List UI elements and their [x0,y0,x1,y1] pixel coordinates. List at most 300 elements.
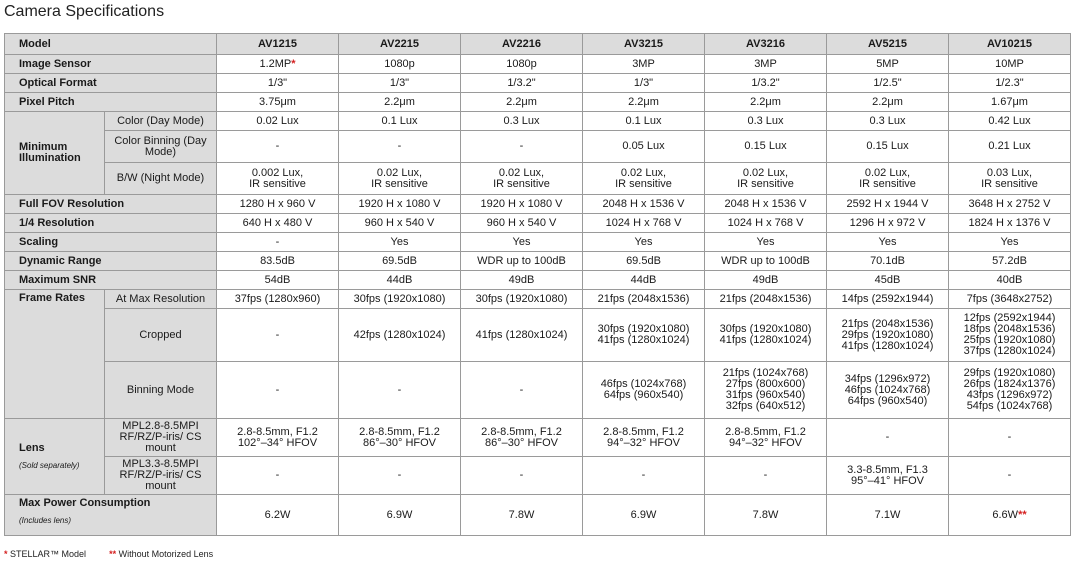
color_binning-cell [583,131,705,163]
cropped-line: 42fps (1280x1024) [353,328,446,341]
at_max_res-value: 14fps (2592x1944) [841,292,934,305]
image_sensor-cell [339,55,461,74]
scaling-value: Yes [390,235,409,248]
color_day-cell [461,112,583,131]
binning_mode-cell [949,362,1071,419]
scaling-row [5,233,1071,252]
scaling-value: - [275,235,280,248]
optical_format-value: 1/2.5" [873,76,902,89]
optical_format-cell [949,74,1071,93]
bw-night-row [5,163,1071,195]
quarter_res-label-cell [5,214,217,233]
lens2-cell [339,457,461,495]
lens2-cell [217,457,339,495]
color_binning-value: 0.15 Lux [744,140,787,152]
binning_mode-line: 64fps (960x540) [847,394,928,407]
lens2-line: 3.3-8.5mm, F1.3 [847,463,928,476]
max_power-cell [461,495,583,536]
color_binning-cell [705,131,827,163]
image_sensor-value: 10MP [995,57,1024,70]
cropped-line: 37fps (1280x1024) [963,345,1056,357]
full_fov-value: 1920 H x 1080 V [480,197,563,210]
max_snr-value: 44dB [630,273,657,286]
lens2-cell [705,457,827,495]
color_day-cell [705,112,827,131]
bw_night-cell [461,163,583,195]
quarter_res-cell [827,214,949,233]
color_day-cell [583,112,705,131]
full_fov-value: 2592 H x 1944 V [846,197,929,210]
max_power-value: 6.2W [264,508,291,521]
lens1-line: 2.8-8.5mm, F1.2 [359,425,440,438]
max_power-cell [583,495,705,536]
cropped-line: 25fps (1920x1080) [963,334,1056,346]
scaling-cell [217,233,339,252]
lens1-line: 2.8-8.5mm, F1.2 [603,425,684,438]
bw_night-line: IR sensitive [859,177,916,190]
binning-mode-label: Binning Mode [126,383,195,396]
lens1-line: 94°–32° HFOV [607,436,680,449]
lens-label: Lens [19,441,45,454]
full_fov-value: 2048 H x 1536 V [602,197,685,210]
at_max_res-value: 30fps (1920x1080) [353,292,446,305]
binning-mode-row [5,362,1071,419]
scaling-value: Yes [512,235,531,248]
max_snr-cell [583,271,705,290]
max_snr-cell [705,271,827,290]
model-label: Model [19,37,51,50]
model-name: AV2216 [502,37,541,50]
lens2-cell [461,457,583,495]
scaling-value: Yes [756,235,775,248]
lens1-label-cell [105,419,217,457]
optical_format-label-cell [5,74,217,93]
pixel_pitch-value: 2.2μm [628,95,659,108]
at_max_res-value: 7fps (3648x2752) [966,292,1053,305]
dynamic_range-cell [461,252,583,271]
bw_night-line: 0.02 Lux, [620,166,667,179]
color_day-cell [949,112,1071,131]
model-column-header [949,34,1071,55]
color_binning-cell [461,131,583,163]
max_snr-value: 54dB [264,273,291,286]
max_power-value: 6.6W [992,508,1019,521]
image_sensor-cell [949,55,1071,74]
bw_night-line: 0.02 Lux, [376,166,423,179]
max-power-note: (Includes lens) [19,516,72,525]
color_binning-cell [827,131,949,163]
optical_format-cell [827,74,949,93]
bw_night-line: 0.002 Lux, [251,166,304,179]
max_snr-cell [827,271,949,290]
max_snr-value: 44dB [386,273,413,286]
lens2-cell [827,457,949,495]
full_fov-cell [461,195,583,214]
lens1-line: 2.8-8.5mm, F1.2 [481,425,562,438]
pixel_pitch-row [5,93,1071,112]
lens2-line: - [519,469,524,481]
dynamic_range-row [5,252,1071,271]
lens2-line: - [763,469,768,481]
max-power-label: Max Power Consumption [19,497,151,509]
lens1-cell [583,419,705,457]
cropped-line: 30fps (1920x1080) [719,323,812,335]
bw_night-cell [217,163,339,195]
quarter_res-cell [339,214,461,233]
dynamic_range-cell [949,252,1071,271]
max_power-value: 7.1W [874,508,901,521]
pixel_pitch-value: 1.67μm [991,95,1028,108]
optical_format-value: 1/3" [267,76,288,89]
bw-night-label: B/W (Night Mode) [116,172,205,184]
binning_mode-cell [827,362,949,419]
binning_mode-line: 31fps (960x540) [725,389,806,401]
lens2-line: - [1007,469,1012,481]
image_sensor-value: 5MP [876,57,899,70]
bw-night-label-cell [105,163,217,195]
footnotes [4,549,213,559]
optical_format-value: 1/3" [633,76,654,89]
cropped-line: 41fps (1280x1024) [719,334,812,346]
footnote-star-text: STELLAR™ Model [10,549,87,559]
optical_format-value: 1/3.2" [751,76,780,89]
color_day-value: 0.02 Lux [256,114,299,127]
color_day-value: 0.3 Lux [747,114,784,127]
quarter_res-value: 1024 H x 768 V [727,216,804,229]
model-column-header [339,34,461,55]
cropped-line: 41fps (1280x1024) [475,328,568,341]
spec-table [4,33,1071,536]
quarter_res-value: 960 H x 540 V [364,216,435,229]
binning_mode-line: 54fps (1024x768) [966,400,1053,412]
model-name: AV5215 [868,37,907,50]
at-max-res-row [5,290,1071,309]
color_day-cell [339,112,461,131]
max_snr-label: Maximum SNR [19,273,97,286]
lens1-cell [827,419,949,457]
model-name: AV3216 [746,37,785,50]
cropped-line: 30fps (1920x1080) [597,323,690,335]
dynamic_range-value: 69.5dB [626,254,661,267]
cropped-label: Cropped [139,328,182,341]
pixel_pitch-value: 2.2μm [384,95,415,108]
dynamic_range-label: Dynamic Range [19,254,102,267]
lens1-line: 2.8-8.5mm, F1.2 [237,425,318,438]
lens1-label: MPL2.8-8.5MPI RF/RZ/P-iris/ CS mount [119,420,202,454]
cropped-cell [705,309,827,362]
color_binning-value: 0.05 Lux [622,140,665,152]
lens1-line: 86°–30° HFOV [485,436,558,449]
model-column-header [217,34,339,55]
header-row [5,34,1071,55]
quarter_res-cell [217,214,339,233]
optical_format-value: 1/3.2" [507,76,536,89]
dynamic_range-value: 83.5dB [260,254,295,267]
lens1-cell [217,419,339,457]
pixel_pitch-cell [583,93,705,112]
max_power-cell [949,495,1071,536]
pixel_pitch-cell [461,93,583,112]
scaling-label: Scaling [19,235,59,248]
bw_night-line: IR sensitive [737,177,794,190]
lens1-line: 94°–32° HFOV [729,436,802,449]
cropped-cell [827,309,949,362]
optical_format-cell [217,74,339,93]
color-day-label: Color (Day Mode) [117,114,204,127]
color-binning-label: Color Binning (Day Mode) [114,134,207,158]
scaling-value: Yes [878,235,897,248]
scaling-value: Yes [634,235,653,248]
image_sensor-value: 1080p [384,57,415,70]
full_fov-cell [827,195,949,214]
color-day-row [5,112,1071,131]
color_binning-cell [949,131,1071,163]
full_fov-value: 2048 H x 1536 V [724,197,807,210]
bw_night-cell [949,163,1071,195]
cropped-cell [461,309,583,362]
cropped-line: 18fps (2048x1536) [963,323,1056,335]
image_sensor-label: Image Sensor [19,57,92,70]
quarter_res-cell [583,214,705,233]
scaling-cell [827,233,949,252]
cropped-cell [217,309,339,362]
pixel_pitch-value: 3.75μm [259,95,296,108]
footnote-dstar-text: Without Motorized Lens [118,549,214,559]
lens1-line: 102°–34° HFOV [237,436,318,449]
bw_night-cell [705,163,827,195]
dynamic_range-cell [217,252,339,271]
optical_format-value: 1/2.3" [995,76,1024,89]
dynamic_range-label-cell [5,252,217,271]
dynamic_range-value: 69.5dB [382,254,417,267]
binning_mode-cell [705,362,827,419]
model-header [5,34,217,55]
quarter_res-value: 640 H x 480 V [242,216,313,229]
model-name: AV1215 [258,37,297,50]
binning_mode-line: - [397,383,402,396]
color_day-cell [217,112,339,131]
max_snr-cell [217,271,339,290]
stellar-mark: * [291,57,296,70]
min-illumination-label-cell [5,112,105,195]
lens2-cell [949,457,1071,495]
at_max_res-value: 37fps (1280x960) [234,292,321,305]
at_max_res-cell [583,290,705,309]
footnote-star-mark: * [4,549,8,559]
at_max_res-cell [705,290,827,309]
binning_mode-cell [583,362,705,419]
dynamic_range-cell [583,252,705,271]
image_sensor-cell [827,55,949,74]
cropped-line: 29fps (1920x1080) [841,328,934,341]
scaling-cell [461,233,583,252]
full_fov-label-cell [5,195,217,214]
image_sensor-cell [461,55,583,74]
at_max_res-cell [949,290,1071,309]
at_max_res-cell [461,290,583,309]
model-column-header [461,34,583,55]
image_sensor-value: 3MP [632,57,655,70]
quarter_res-cell [461,214,583,233]
max_snr-value: 45dB [874,273,901,286]
binning_mode-line: 26fps (1824x1376) [963,378,1056,390]
image_sensor-cell [217,55,339,74]
lens1-line: 2.8-8.5mm, F1.2 [725,425,806,438]
quarter_res-cell [705,214,827,233]
full_fov-cell [583,195,705,214]
dynamic_range-cell [827,252,949,271]
color_day-value: 0.1 Lux [625,114,662,127]
lens2-label: MPL3.3-8.5MPI RF/RZ/P-iris/ CS mount [119,458,202,492]
footnote-dstar-mark: ** [109,549,117,559]
pixel_pitch-cell [827,93,949,112]
color-day-label-cell [105,112,217,131]
lens-note: (Sold separately) [19,460,80,470]
dynamic_range-value: WDR up to 100dB [477,254,566,267]
optical_format-cell [583,74,705,93]
lens1-cell [949,419,1071,457]
quarter_res-value: 1824 H x 1376 V [968,216,1051,229]
cropped-line: 41fps (1280x1024) [597,334,690,346]
binning_mode-line: 43fps (1296x972) [966,389,1053,401]
lens1-cell [705,419,827,457]
lens1-cell [461,419,583,457]
full_fov-label: Full FOV Resolution [19,197,125,210]
max_power-value: 7.8W [752,508,779,521]
optical_format-row [5,74,1071,93]
max_snr-value: 40dB [996,273,1023,286]
bw_night-line: 0.02 Lux, [864,166,911,179]
model-column-header [705,34,827,55]
optical_format-cell [339,74,461,93]
full_fov-cell [949,195,1071,214]
lens1-line: 86°–30° HFOV [363,436,436,449]
model-column-header [583,34,705,55]
pixel_pitch-cell [217,93,339,112]
scaling-value: Yes [1000,235,1019,248]
pixel_pitch-label-cell [5,93,217,112]
lens1-row [5,419,1071,457]
bw_night-line: IR sensitive [371,177,428,190]
max_power-value: 6.9W [630,508,657,521]
max_snr-cell [949,271,1071,290]
bw_night-line: 0.02 Lux, [742,166,789,179]
max_snr-label-cell [5,271,217,290]
dynamic_range-value: 57.2dB [992,254,1027,267]
bw_night-line: 0.02 Lux, [498,166,545,179]
full_fov-value: 1280 H x 960 V [239,197,316,210]
bw_night-line: 0.03 Lux, [986,166,1033,179]
lens-label-cell [5,419,105,495]
cropped-line: 41fps (1280x1024) [841,339,934,352]
optical_format-cell [705,74,827,93]
binning-mode-label-cell [105,362,217,419]
scaling-cell [339,233,461,252]
at_max_res-value: 21fps (2048x1536) [597,292,690,305]
max_power-value: 6.9W [386,508,413,521]
cropped-cell [339,309,461,362]
binning_mode-line: 29fps (1920x1080) [963,367,1056,379]
full_fov-value: 1920 H x 1080 V [358,197,441,210]
color_day-value: 0.3 Lux [503,114,540,127]
max_snr-row [5,271,1071,290]
full_fov-cell [217,195,339,214]
full_fov-row [5,195,1071,214]
model-name: AV2215 [380,37,419,50]
quarter_res-cell [949,214,1071,233]
color-binning-row [5,131,1071,163]
color_day-value: 0.42 Lux [988,114,1031,127]
at_max_res-cell [217,290,339,309]
bw_night-cell [827,163,949,195]
quarter_res-value: 960 H x 540 V [486,216,557,229]
at-max-res-label-cell [105,290,217,309]
image_sensor-row [5,55,1071,74]
color_day-value: 0.1 Lux [381,114,418,127]
pixel_pitch-value: 2.2μm [872,95,903,108]
model-name: AV3215 [624,37,663,50]
color_binning-value: 0.15 Lux [866,140,909,152]
lens1-cell [339,419,461,457]
binning_mode-line: 46fps (1024x768) [600,378,687,390]
max_snr-cell [461,271,583,290]
lens2-line: - [397,469,402,481]
image_sensor-value: 1.2MP [259,57,292,70]
max_snr-value: 49dB [508,273,535,286]
bw_night-cell [583,163,705,195]
lens2-line: 95°–41° HFOV [851,474,924,487]
dynamic_range-cell [339,252,461,271]
lens2-line: - [275,469,280,481]
binning_mode-line: 32fps (640x512) [725,400,806,412]
image_sensor-label-cell [5,55,217,74]
cropped-label-cell [105,309,217,362]
max_power-cell [339,495,461,536]
image_sensor-cell [705,55,827,74]
binning_mode-line: 64fps (960x540) [603,389,684,401]
lens2-row [5,457,1071,495]
cropped-cell [949,309,1071,362]
pixel_pitch-cell [949,93,1071,112]
frame-rates-label-cell [5,290,105,419]
full_fov-value: 3648 H x 2752 V [968,197,1051,210]
lens2-cell [583,457,705,495]
max-power-row [5,495,1071,536]
binning_mode-line: 27fps (800x600) [725,378,806,390]
binning_mode-cell [217,362,339,419]
cropped-line: - [275,328,280,341]
at_max_res-value: 30fps (1920x1080) [475,292,568,305]
max-power-label-cell [5,495,217,536]
scaling-label-cell [5,233,217,252]
model-name: AV10215 [986,37,1033,50]
color_day-cell [827,112,949,131]
binning_mode-line: 34fps (1296x972) [844,372,931,385]
quarter_res-label: 1/4 Resolution [19,216,95,229]
color_binning-value: 0.21 Lux [988,140,1031,152]
pixel_pitch-value: 2.2μm [750,95,781,108]
dynamic_range-cell [705,252,827,271]
color_binning-value: - [275,140,280,152]
lens1-line: - [1007,431,1012,443]
binning_mode-line: - [275,383,280,396]
bw_night-line: IR sensitive [981,177,1038,190]
image_sensor-value: 1080p [506,57,537,70]
bw_night-line: IR sensitive [615,177,672,190]
cropped-cell [583,309,705,362]
bw_night-cell [339,163,461,195]
quarter_res-row [5,214,1071,233]
